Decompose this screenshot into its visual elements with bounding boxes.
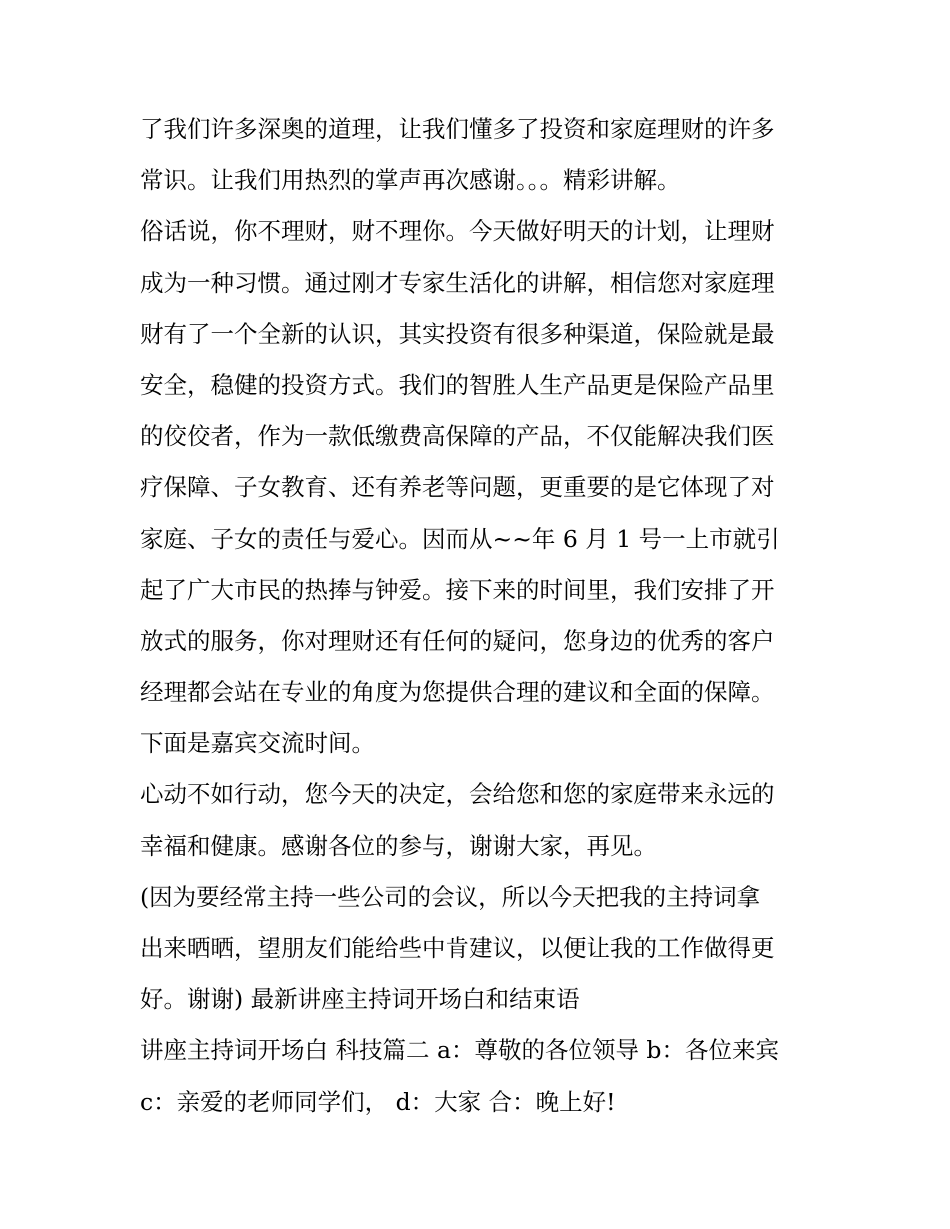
text-line: 成为一种习惯。通过刚才专家生活化的讲解，相信您对家庭理 — [140, 268, 775, 297]
document-body — [140, 104, 820, 1128]
text-line: 心动不如行动，您今天的决定，会给您和您的家庭带来永远的 — [140, 780, 775, 809]
text-line: 起了广大市民的热捧与钟爱。接下来的时间里，我们安排了开 — [140, 575, 775, 604]
text-line: 安全，稳健的投资方式。我们的智胜人生产品更是保险产品里 — [140, 370, 775, 399]
text-line: 幸福和健康。感谢各位的参与，谢谢大家，再见。 — [140, 831, 657, 860]
text-line: 经理都会站在专业的角度为您提供合理的建议和全面的保障。 — [140, 678, 775, 707]
text-line: 家庭、子女的责任与爱心。因而从~~年 6 月 1 号一上市就引 — [140, 524, 780, 553]
text-line: 的佼佼者，作为一款低缴费高保障的产品，不仅能解决我们医 — [140, 422, 775, 451]
text-line: 了我们许多深奥的道理，让我们懂多了投资和家庭理财的许多 — [140, 115, 775, 143]
text-line: (因为要经常主持一些公司的会议，所以今天把我的主持词拿 — [140, 882, 761, 911]
text-line: 财有了一个全新的认识，其实投资有很多种渠道，保险就是最 — [140, 319, 775, 348]
text-line: 出来晒晒，望朋友们能给些中肯建议，以便让我的工作做得更 — [140, 934, 775, 962]
text-line: 疗保障、子女教育、还有养老等问题，更重要的是它体现了对 — [140, 473, 775, 502]
text-line: 俗话说，你不理财，财不理你。今天做好明天的计划，让理财 — [140, 217, 775, 246]
text-line: 下面是嘉宾交流时间。 — [140, 729, 375, 758]
text-line: 放式的服务，你对理财还有任何的疑问，您身边的优秀的客户 — [140, 626, 775, 655]
text-line: 常识。让我们用热烈的掌声再次感谢。。。精彩讲解。 — [140, 166, 681, 195]
text-line: 讲座主持词开场白 科技篇二 a：尊敬的各位领导 b：各位来宾 — [140, 1036, 779, 1065]
text-line: c：亲爱的老师同学们， d：大家 合：晚上好! — [140, 1087, 616, 1116]
text-line: 好。谢谢) 最新讲座主持词开场白和结束语 — [140, 985, 580, 1014]
